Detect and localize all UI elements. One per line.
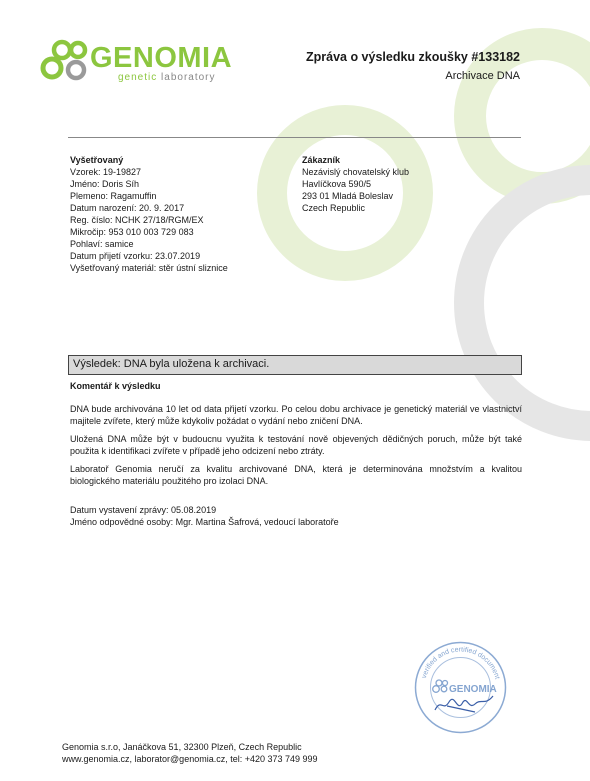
customer-line: Czech Republic [302,203,366,213]
examined-line: Vyšetřovaný materiál: stěr ústní sliznice [70,263,228,273]
examined-line: Reg. číslo: NCHK 27/18/RGM/EX [70,215,204,225]
comment-paragraph: DNA bude archivována 10 let od data přijetí vzorku. Po celou dobu archivace je genetický materiál ve vlastnictví majitele zvířete, který může kdykoliv požádat o vydání nebo zničení DNA. [70,404,522,426]
examined-line: Pohlaví: samice [70,239,134,249]
issue-date: Datum vystavení zprávy: 05.08.2019 [70,505,217,515]
logo-tagline-laboratory: laboratory [161,72,216,83]
customer-line: Nezávislý chovatelský klub [302,167,410,177]
footer [62,741,318,765]
footer-address: Genomia s.r.o, Janáčkova 51, 32300 Plzeň, Czech Republic [62,742,302,752]
logo-tagline-genetic: genetic [118,72,158,83]
report-meta [70,504,339,528]
examined-heading: Vyšetřovaný [70,155,124,165]
customer-line: 293 01 Mladá Boleslav [302,191,394,201]
certification-stamp [413,640,508,735]
stamp-ring-text: verified and certified document [420,646,501,680]
logo-wordmark: GENOMIA [90,42,233,74]
examined-line: Plemeno: Ragamuffin [70,191,157,201]
comment-heading: Komentář k výsledku [70,381,161,391]
report-title: Zpráva o výsledku zkoušky #133182 [305,50,520,64]
examined-section [70,154,290,274]
header-divider [68,137,521,138]
signature-icon [435,696,493,712]
report-subtitle: Archivace DNA [445,70,520,82]
stamp-brand: GENOMIA [449,684,497,695]
examined-line: Vzorek: 19-19827 [70,167,142,177]
ring-gray-large [469,180,590,426]
examined-line: Mikročip: 953 010 003 729 083 [70,227,194,237]
customer-heading: Zákazník [302,155,341,165]
customer-section [302,154,512,214]
logo-tagline [118,72,216,83]
footer-contacts: www.genomia.cz, laborator@genomia.cz, tel: +420 373 749 999 [62,754,318,764]
logo-circles-icon [40,38,92,90]
comment-paragraph: Uložená DNA může být v budoucnu využita k testování nově objevených dědičných poruch, může být také použita k identifikaci zvířete v případě jeho odcizení nebo ztráty. [70,434,522,456]
comment-paragraph: Laboratoř Genomia neručí za kvalitu archivované DNA, která je determinována množstvím a kvalitou biologického materiálu použitého pro izolaci DNA. [70,464,522,486]
examined-line: Jméno: Doris Síh [70,179,140,189]
result-box: Výsledek: DNA byla uložena k archivaci. [68,355,522,375]
stamp-logo-icon [433,680,448,692]
customer-line: Havlíčkova 590/5 [302,179,372,189]
examined-line: Datum přijetí vzorku: 23.07.2019 [70,251,201,261]
responsible-person: Jméno odpovědné osoby: Mgr. Martina Šafrová, vedoucí laboratoře [70,517,339,527]
examined-line: Datum narození: 20. 9. 2017 [70,203,185,213]
